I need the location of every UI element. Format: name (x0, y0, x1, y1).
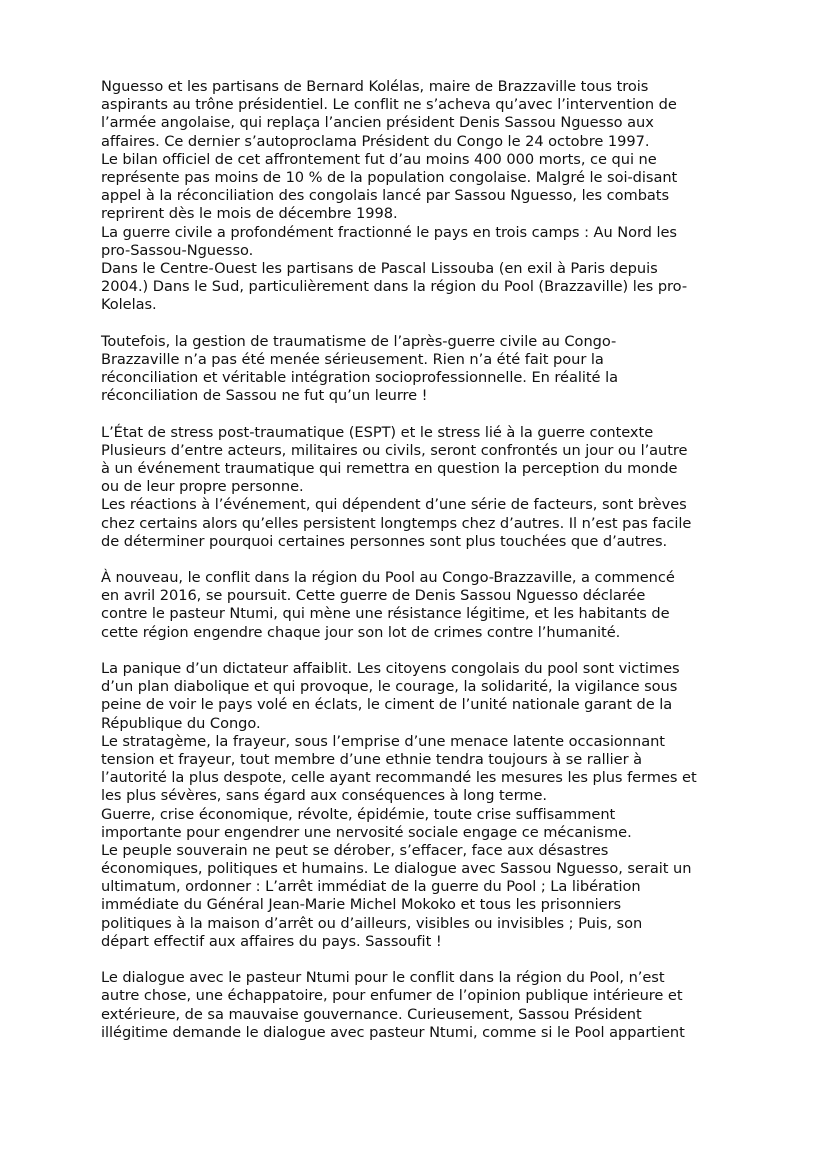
text-line: pro-Sassou-Nguesso. (101, 241, 254, 259)
text-line: République du Congo. (101, 714, 261, 732)
text-line: autre chose, une échappatoire, pour enfumer de l’opinion publique intérieure et (101, 987, 683, 1005)
text-line: départ effectif aux affaires du pays. Sassoufit ! (101, 932, 442, 950)
text-line: l’autorité la plus despote, celle ayant recommandé les mesures les plus fermes et (101, 769, 697, 787)
text-line: de déterminer pourquoi certaines personnes sont plus touchées que d’autres. (101, 532, 668, 550)
text-line: Le dialogue avec le pasteur Ntumi pour le conflit dans la région du Pool, n’est (101, 969, 665, 987)
text-line: affaires. Ce dernier s’autoproclama Président du Congo le 24 octobre 1997. (101, 132, 650, 150)
text-line: ultimatum, ordonner : L’arrêt immédiat de la guerre du Pool ; La libération (101, 878, 641, 896)
text-line: l’armée angolaise, qui replaça l’ancien président Denis Sassou Nguesso aux (101, 114, 654, 132)
text-line: Guerre, crise économique, révolte, épidémie, toute crise suffisamment (101, 805, 616, 823)
text-line: extérieure, de sa mauvaise gouvernance. Curieusement, Sassou Président (101, 1005, 642, 1023)
text-line: aspirants au trône présidentiel. Le conflit ne s’acheva qu’avec l’intervention de (101, 96, 677, 114)
paragraph (101, 333, 733, 406)
paragraph (101, 424, 733, 551)
text-line: représente pas moins de 10 % de la population congolaise. Malgré le soi-disant (101, 168, 678, 186)
text-line: À nouveau, le conflit dans la région du Pool au Congo-Brazzaville, a commencé (101, 569, 675, 587)
text-line: immédiate du Général Jean-Marie Michel Mokoko et tous les prisonniers (101, 896, 622, 914)
text-line: Toutefois, la gestion de traumatisme de l’après-guerre civile au Congo- (101, 332, 617, 350)
text-line: peine de voir le pays volé en éclats, le ciment de l’unité nationale garant de la (101, 696, 673, 714)
paragraph-gap (101, 951, 733, 969)
text-line: La guerre civile a profondément fractionné le pays en trois camps : Au Nord les (101, 223, 677, 241)
text-line: Les réactions à l’événement, qui dépendent d’une série de facteurs, sont brèves (101, 496, 687, 514)
text-line: tension et frayeur, tout membre d’une ethnie tendra toujours à se rallier à (101, 750, 643, 768)
paragraph (101, 78, 733, 314)
paragraph (101, 569, 733, 642)
text-line: Nguesso et les partisans de Bernard Kolélas, maire de Brazzaville tous trois (101, 78, 649, 95)
text-line: politiques à la maison d’arrêt ou d’ailleurs, visibles ou invisibles ; Puis, son (101, 914, 643, 932)
paragraph (101, 660, 733, 951)
text-line: à un événement traumatique qui remettra en question la perception du monde (101, 459, 678, 477)
paragraph (101, 969, 733, 1042)
text-line: contre le pasteur Ntumi, qui mène une résistance légitime, et les habitants de (101, 605, 670, 623)
text-line: ou de leur propre personne. (101, 478, 304, 496)
text-line: chez certains alors qu’elles persistent longtemps chez d’autres. Il n’est pas facile (101, 514, 692, 532)
text-line: Plusieurs d’entre acteurs, militaires ou civils, seront confrontés un jour ou l’autre (101, 441, 688, 459)
text-line: L’État de stress post-traumatique (ESPT) et le stress lié à la guerre contexte (101, 423, 654, 441)
text-line: d’un plan diabolique et qui provoque, le courage, la solidarité, la vigilance sous (101, 678, 678, 696)
text-line: reprirent dès le mois de décembre 1998. (101, 205, 398, 223)
text-line: Brazzaville n’a pas été menée sérieusement. Rien n’a été fait pour la (101, 350, 604, 368)
text-line: importante pour engendrer une nervosité sociale engage ce mécanisme. (101, 823, 632, 841)
paragraph-gap (101, 405, 733, 423)
text-line: cette région engendre chaque jour son lot de crimes contre l’humanité. (101, 623, 621, 641)
paragraph-gap (101, 551, 733, 569)
text-line: 2004.) Dans le Sud, particulièrement dans la région du Pool (Brazzaville) les pro- (101, 278, 688, 296)
text-line: Le bilan officiel de cet affrontement fut d’au moins 400 000 morts, ce qui ne (101, 150, 657, 168)
text-line: les plus sévères, sans égard aux conséquences à long terme. (101, 787, 547, 805)
text-line: illégitime demande le dialogue avec pasteur Ntumi, comme si le Pool appartient (101, 1023, 685, 1041)
text-line: appel à la réconciliation des congolais lancé par Sassou Nguesso, les combats (101, 187, 670, 205)
text-line: économiques, politiques et humains. Le dialogue avec Sassou Nguesso, serait un (101, 860, 692, 878)
text-line: réconciliation de Sassou ne fut qu’un leurre ! (101, 387, 428, 405)
text-line: Dans le Centre-Ouest les partisans de Pascal Lissouba (en exil à Paris depuis (101, 259, 658, 277)
text-line: La panique d’un dictateur affaiblit. Les citoyens congolais du pool sont victimes (101, 660, 680, 677)
text-line: Kolelas. (101, 296, 157, 314)
paragraph-gap (101, 642, 733, 660)
text-line: Le peuple souverain ne peut se dérober, s’effacer, face aux désastres (101, 841, 609, 859)
text-line: réconciliation et véritable intégration socioprofessionnelle. En réalité la (101, 369, 618, 386)
paragraph-gap (101, 314, 733, 332)
document-page (101, 78, 733, 1042)
text-line: en avril 2016, se poursuit. Cette guerre de Denis Sassou Nguesso déclarée (101, 587, 646, 605)
text-line: Le stratagème, la frayeur, sous l’emprise d’une menace latente occasionnant (101, 732, 665, 750)
